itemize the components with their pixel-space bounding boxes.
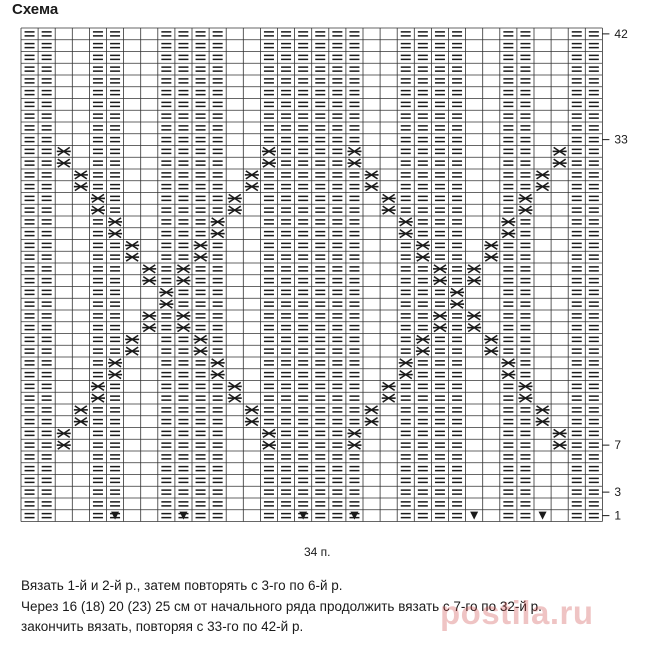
instruction-line-2: Через 16 (18) 20 (23) 25 см от начального ряда продолжить вязать с 7-го по 32-й р. bbox=[21, 598, 542, 614]
chart-title: Схема bbox=[12, 1, 59, 18]
stitch-count-label: 34 п. bbox=[304, 545, 331, 559]
decrease-triangle-symbol bbox=[539, 512, 547, 520]
decrease-triangle-symbol bbox=[299, 512, 307, 520]
decrease-triangle-symbol bbox=[350, 512, 358, 520]
row-label: 33 bbox=[614, 132, 628, 147]
row-label: 7 bbox=[614, 438, 622, 453]
row-label: 42 bbox=[614, 26, 628, 41]
decrease-triangle-symbol bbox=[179, 512, 187, 520]
row-label: 3 bbox=[614, 485, 622, 500]
decrease-triangle-symbol bbox=[111, 512, 119, 520]
instruction-line-1: Вязать 1-й и 2-й р., затем повторять с 3-го по 6-й р. bbox=[21, 578, 343, 593]
watermark: postila.ru bbox=[440, 594, 594, 631]
instruction-line-3: закончить вязать, повторяя с 33-го по 42-й р. bbox=[21, 619, 304, 634]
row-label: 1 bbox=[614, 508, 622, 523]
decrease-triangle-symbol bbox=[470, 512, 478, 520]
